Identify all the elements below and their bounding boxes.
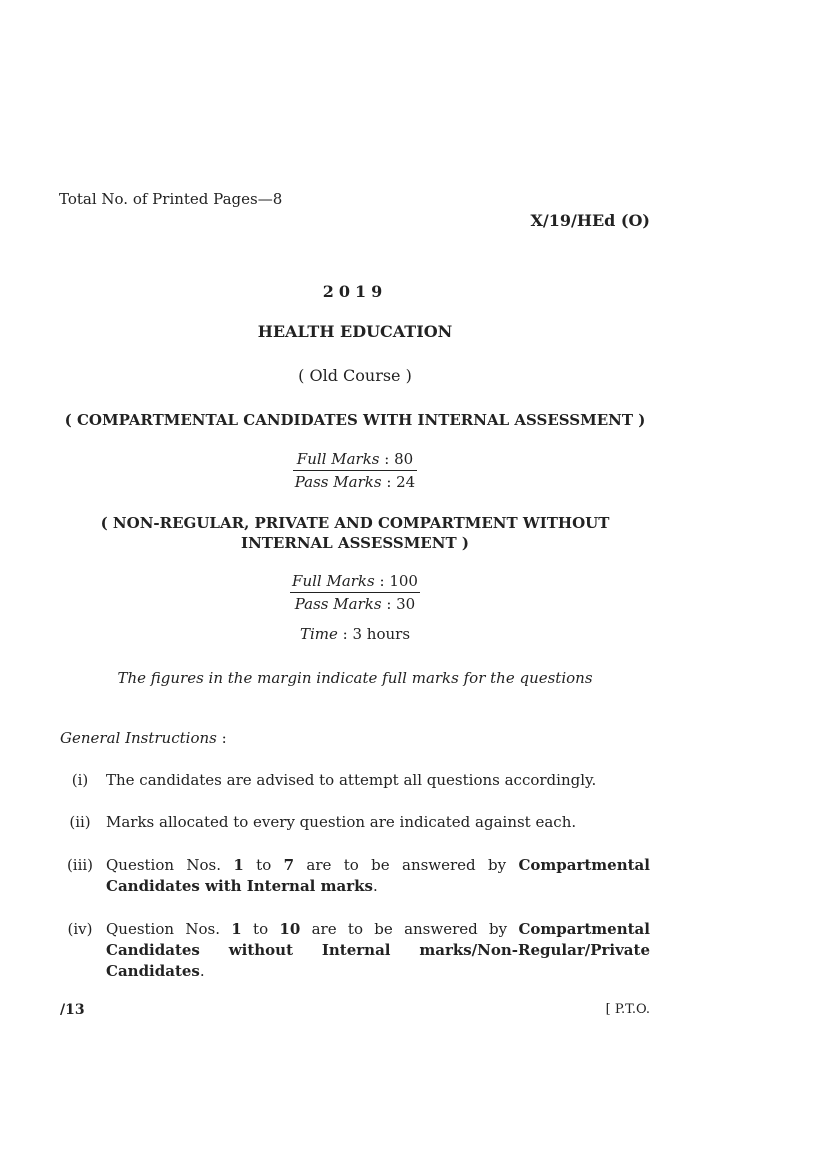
instruction-number: (iii) (66, 856, 94, 874)
pass-marks-label: Pass Marks (294, 473, 382, 491)
instruction-text (106, 919, 650, 982)
section1-marks (60, 448, 650, 493)
instruction-number: (iv) (67, 920, 93, 938)
instruction-text (106, 855, 650, 897)
general-instructions-label: General Instructions (60, 729, 217, 747)
section2-marks (60, 570, 650, 615)
candidate-category: Compartmental Candidates without Internal marks/Non-Regular/Private Candidates (106, 920, 650, 980)
full-marks-row (293, 448, 417, 471)
pass-marks-label: Pass Marks (294, 595, 382, 613)
instruction-item (60, 770, 650, 791)
full-marks-row (290, 570, 420, 593)
question-end: 7 (283, 856, 295, 874)
question-start: 1 (231, 920, 242, 938)
instruction-number: (ii) (69, 813, 91, 831)
text-part: to (241, 920, 280, 938)
section2-heading (60, 513, 650, 553)
exam-time (60, 625, 650, 643)
full-marks-value: : 100 (374, 572, 418, 590)
text-part: are to be answered by (294, 856, 519, 874)
full-marks-label: Full Marks (296, 450, 380, 468)
text-part: to (243, 856, 284, 874)
text-part: Question Nos. (106, 856, 234, 874)
text-part: are to be answered by (300, 920, 519, 938)
total-printed-pages: Total No. of Printed Pages—8 (59, 190, 283, 208)
instruction-item (60, 919, 650, 982)
page-code: /13 (60, 1002, 85, 1018)
text-part: . (199, 962, 205, 980)
exam-year: 2019 (322, 282, 388, 301)
pass-marks-row (290, 593, 420, 615)
instruction-number: (i) (71, 771, 89, 789)
pass-marks-value: : 30 (381, 595, 416, 613)
full-marks-value: : 80 (379, 450, 414, 468)
general-instructions-heading (60, 729, 227, 747)
pass-marks-value: : 24 (381, 473, 416, 491)
subject-title: HEALTH EDUCATION (257, 322, 453, 341)
instruction-text: Marks allocated to every question are indicated against each. (106, 813, 577, 831)
section1-heading: ( COMPARTMENTAL CANDIDATES WITH INTERNAL ASSESSMENT ) (64, 411, 646, 429)
instruction-text: The candidates are advised to attempt all questions accordingly. (106, 771, 597, 789)
text-part: . (372, 877, 378, 895)
time-label: Time (299, 625, 338, 643)
question-start: 1 (233, 856, 244, 874)
instruction-item (60, 855, 650, 897)
instruction-item (60, 812, 650, 833)
section2-heading-line1: ( NON-REGULAR, PRIVATE AND COMPARTMENT WITHOUT (100, 514, 610, 532)
pto-label: [ P.T.O. (605, 1002, 650, 1017)
candidate-category: Compartmental Candidates with Internal marks (106, 856, 650, 895)
section2-heading-line2: INTERNAL ASSESSMENT ) (241, 534, 469, 552)
pass-marks-row (293, 471, 417, 493)
time-value: : 3 hours (337, 625, 411, 643)
margin-note: The figures in the margin indicate full marks for the questions (117, 669, 593, 687)
full-marks-label: Full Marks (292, 572, 375, 590)
course-label: ( Old Course ) (298, 366, 412, 385)
colon: : (216, 729, 227, 747)
question-end: 10 (279, 920, 301, 938)
text-part: Question Nos. (106, 920, 232, 938)
paper-code: X/19/HEd (O) (530, 211, 650, 230)
